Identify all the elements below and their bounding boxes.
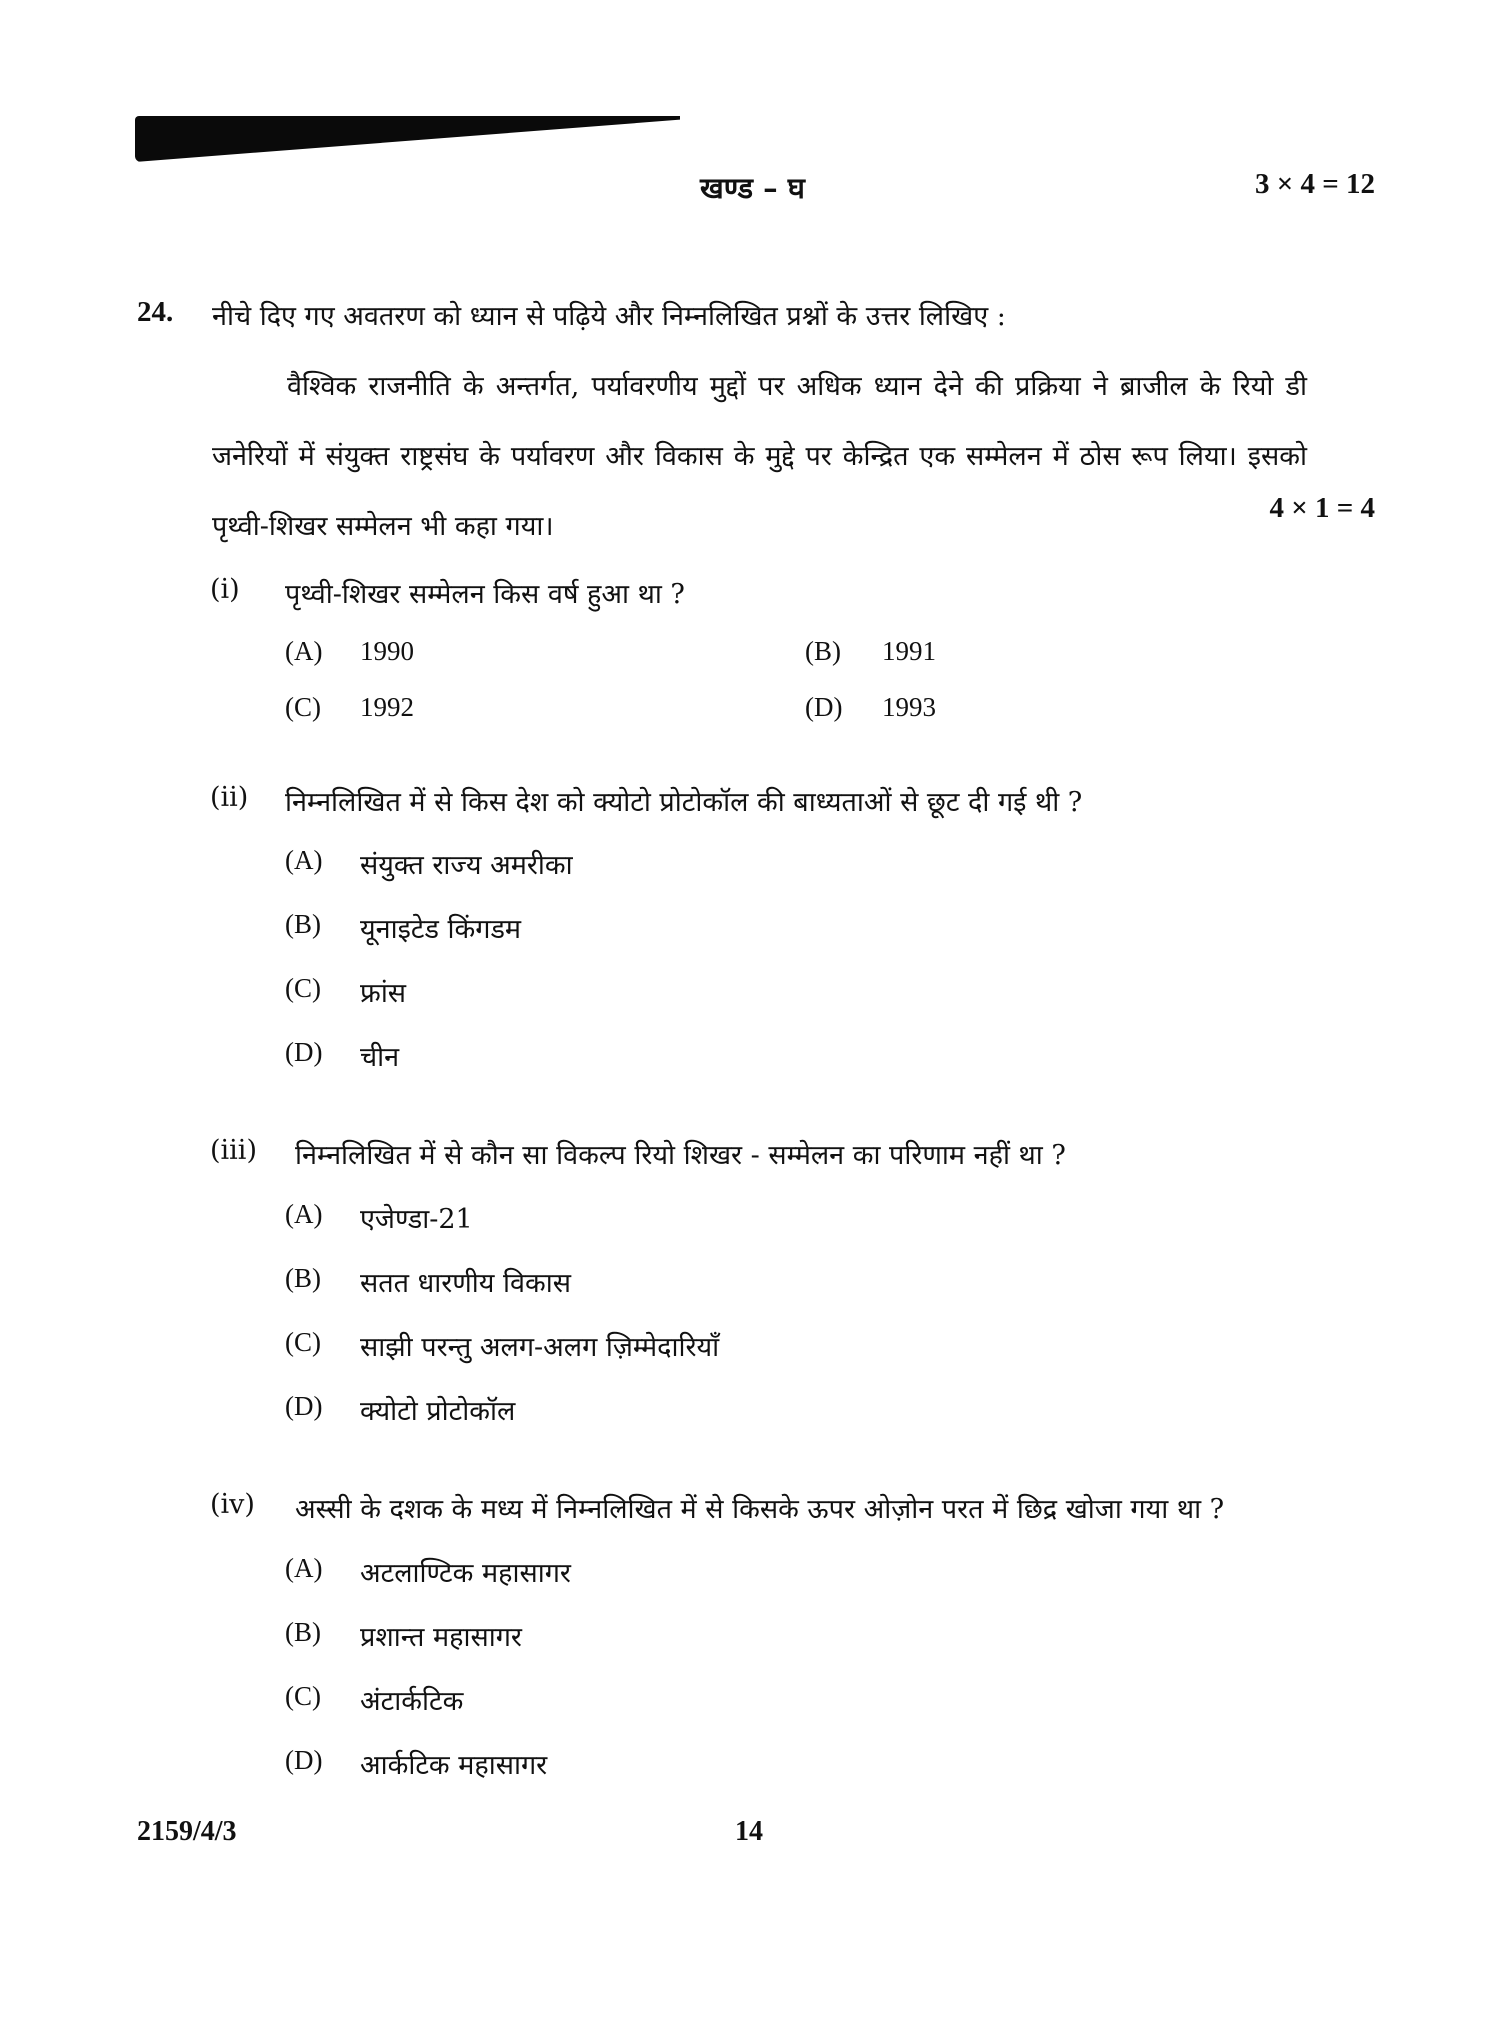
redaction-bar	[135, 116, 680, 162]
option-label: (C)	[285, 1327, 321, 1357]
option-label: (A)	[285, 1199, 323, 1229]
option-text: फ्रांस	[360, 978, 407, 1009]
option-text: अटलाण्टिक महासागर	[360, 1558, 571, 1589]
paper-code: 2159/4/3	[137, 1816, 237, 1847]
option-text: यूनाइटेड किंगडम	[360, 914, 522, 945]
sub-question-text: निम्नलिखित में से किस देश को क्योटो प्रोटोकॉल की बाध्यताओं से छूट दी गई थी ?	[285, 787, 1083, 818]
option-label: (D)	[285, 1745, 323, 1775]
option-label: (B)	[285, 1617, 321, 1647]
option-label: (D)	[285, 1391, 323, 1421]
sub-question-label: (iii)	[210, 1135, 257, 1166]
question-instruction: नीचे दिए गए अवतरण को ध्यान से पढ़िये और निम्नलिखित प्रश्नों के उत्तर लिखिए :	[212, 301, 1006, 332]
option-text: सतत धारणीय विकास	[360, 1268, 571, 1299]
option-label: (A)	[285, 1553, 323, 1583]
option-label: (A)	[285, 845, 323, 875]
passage-marks: 4 × 1 = 4	[1269, 492, 1375, 524]
option-label: (B)	[285, 909, 321, 939]
question-number: 24.	[137, 296, 174, 328]
sub-question-label: (iv)	[210, 1489, 255, 1520]
sub-question-text: अस्सी के दशक के मध्य में निम्नलिखित में से किसके ऊपर ओज़ोन परत में छिद्र खोजा गया था ?	[295, 1494, 1225, 1525]
option-text: 1991	[882, 636, 936, 666]
option-label: (A)	[285, 636, 323, 666]
option-label: (D)	[805, 692, 843, 722]
option-label: (D)	[285, 1037, 323, 1067]
sub-question-label: (ii)	[210, 782, 249, 813]
section-title: खण्ड – घ	[700, 171, 805, 205]
option-text: प्रशान्त महासागर	[360, 1622, 522, 1653]
option-label: (C)	[285, 1681, 321, 1711]
section-marks: 3 × 4 = 12	[1254, 168, 1375, 200]
option-text: एजेण्डा-21	[360, 1204, 473, 1235]
option-label: (C)	[285, 692, 321, 722]
option-label: (B)	[285, 1263, 321, 1293]
option-text: संयुक्त राज्य अमरीका	[360, 850, 573, 881]
sub-question-label: (i)	[210, 574, 240, 605]
sub-question-text: पृथ्वी-शिखर सम्मेलन किस वर्ष हुआ था ?	[285, 579, 685, 610]
option-text: 1990	[360, 636, 414, 666]
option-label: (B)	[805, 636, 841, 666]
option-text: चीन	[360, 1042, 400, 1073]
page-number: 14	[735, 1816, 763, 1847]
sub-question-text: निम्नलिखित में से कौन सा विकल्प रियो शिखर - सम्मेलन का परिणाम नहीं था ?	[295, 1140, 1066, 1171]
option-text: अंटार्कटिक	[360, 1686, 464, 1717]
option-label: (C)	[285, 973, 321, 1003]
option-text: 1992	[360, 692, 414, 722]
option-text: क्योटो प्रोटोकॉल	[360, 1396, 516, 1427]
option-text: साझी परन्तु अलग-अलग ज़िम्मेदारियाँ	[360, 1332, 720, 1363]
passage: वैश्विक राजनीति के अन्तर्गत, पर्यावरणीय मुद्दों पर अधिक ध्यान देने की प्रक्रिया ने ब्राजील के रियो डी जनेरियों में संयुक्त राष्ट्रसंघ के पर्यावरण और विकास के मुद्दे पर केन्द्रित एक सम्मेलन में ठोस रूप लिया। इसको पृथ्वी-शिखर सम्मेलन भी कहा गया।	[212, 371, 1307, 542]
option-text: 1993	[882, 692, 936, 722]
option-text: आर्कटिक महासागर	[360, 1750, 548, 1781]
